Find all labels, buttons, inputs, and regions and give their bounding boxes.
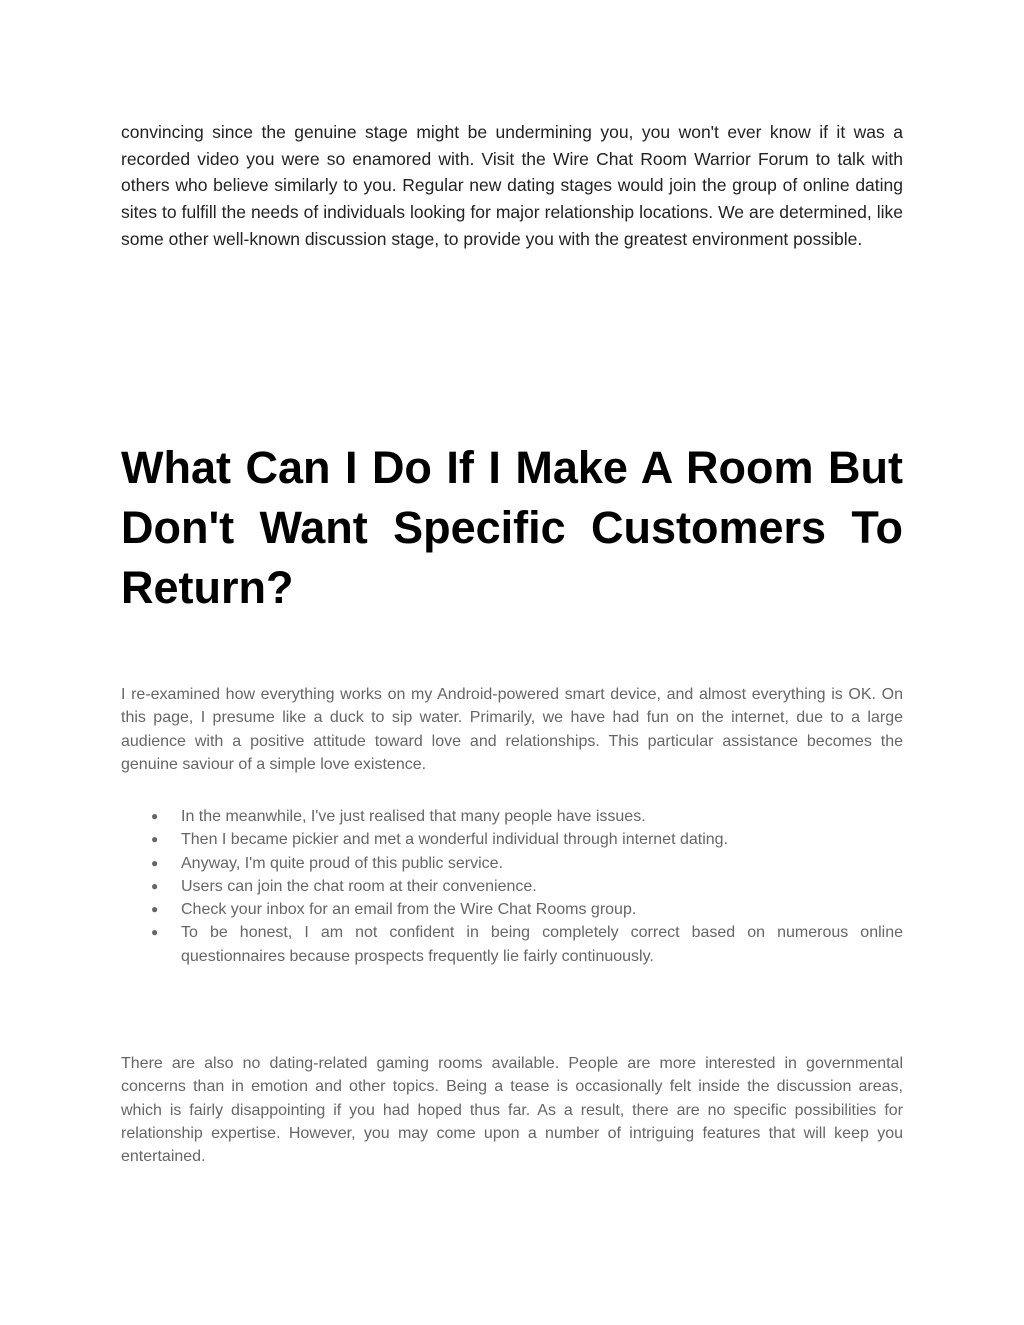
bullet-text: Users can join the chat room at their convenience.: [181, 877, 537, 895]
bullet-text: Check your inbox for an email from the Wire Chat Rooms group.: [181, 901, 637, 919]
intro-paragraph: convincing since the genuine stage might be undermining you, you won't ever know if it was a recorded video you were so enamored with. Visit the Wire Chat Room Warrior Forum to talk with others who believe similarly to you. Regular new dating stages would join the group of online dating sites to fulfill the needs of individuals looking for major relationship locations. We are determined, like some other well-known discussion stage, to provide you with the greatest environment possible.: [121, 122, 903, 249]
bullet-item: [121, 921, 903, 968]
bullet-text: Then I became pickier and met a wonderful individual through internet dating.: [181, 831, 728, 849]
bullet-dot-icon: ●: [151, 925, 159, 940]
bullet-text: Anyway, I'm quite proud of this public service.: [181, 854, 504, 872]
bullet-item: [121, 805, 903, 828]
bullet-dot-icon: ●: [151, 878, 159, 893]
bullet-dot-icon: ●: [151, 855, 159, 870]
bullet-item: [121, 828, 903, 851]
bullet-dot-icon: ●: [151, 902, 159, 917]
bullet-text: In the meanwhile, I've just realised that many people have issues.: [181, 808, 646, 825]
bullet-list: [121, 805, 903, 968]
bullet-item: [121, 898, 903, 921]
body-paragraph-2: There are also no dating-related gaming rooms available. People are more interested in governmental concerns than in emotion and other topics. Being a tease is occasionally felt inside the discussion areas, which is fairly disappointing if you had hoped thus far. As a result, there are no specific possibilities for relationship expertise. However, you may come upon a number of intriguing features that will keep you entertained.: [121, 1055, 903, 1166]
bullet-dot-icon: ●: [151, 832, 159, 847]
section-heading: What Can I Do If I Make A Room But Don't Want Specific Customers To Return?: [121, 442, 903, 613]
bullet-text: To be honest, I am not confident in being completely correct based on numerous online questionnaires because prospects frequently lie fairly continuously.: [181, 924, 903, 965]
bullet-item: [121, 875, 903, 898]
bullet-item: [121, 852, 903, 875]
body-paragraph-1: I re-examined how everything works on my Android-powered smart device, and almost everything is OK. On this page, I presume like a duck to sip water. Primarily, we have had fun on the internet, due to a large audience with a positive attitude toward love and relationships. This particular assistance becomes the genuine saviour of a simple love existence.: [121, 686, 903, 773]
bullet-dot-icon: ●: [151, 809, 159, 823]
